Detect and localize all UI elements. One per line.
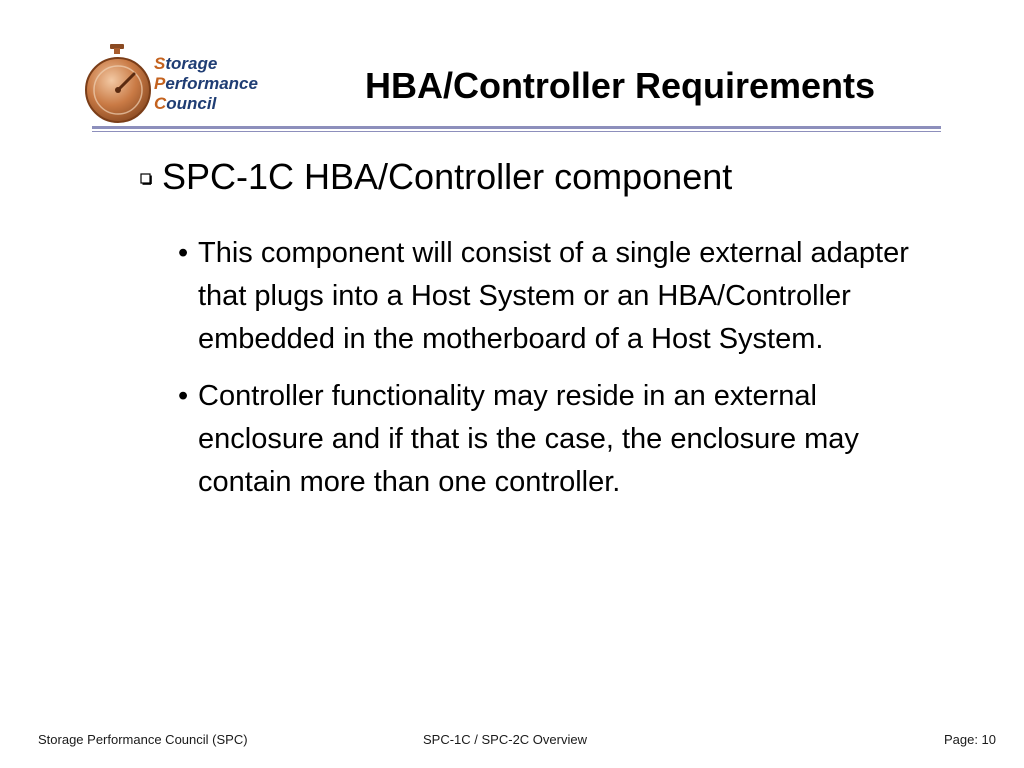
footer-presentation-title: SPC-1C / SPC-2C Overview xyxy=(423,732,587,747)
spc-logo xyxy=(84,40,264,128)
bullet-marker: • xyxy=(178,237,189,269)
logo-word-performance: Performance xyxy=(154,74,258,93)
bullet-item xyxy=(178,375,948,504)
stopwatch-icon xyxy=(84,40,154,128)
level1-item xyxy=(140,154,960,204)
level1-text: SPC-1C HBA/Controller component xyxy=(162,156,733,197)
title-rule-thick xyxy=(92,126,941,129)
bullet-text: This component will consist of a single external adapter that plugs into a Host System or an HBA/Controller embedded in the motherboard of a Host System. xyxy=(198,237,909,355)
bullet-list xyxy=(178,232,948,518)
logo-word-council: Council xyxy=(154,94,217,113)
bullet-text: Controller functionality may reside in an external enclosure and if that is the case, the enclosure may contain more than one controller. xyxy=(198,380,859,498)
footer-page-number: Page: 10 xyxy=(943,732,996,747)
bullet-marker: • xyxy=(178,380,189,412)
footer-organization: Storage Performance Council (SPC) xyxy=(38,732,248,747)
title-rule-thin xyxy=(92,131,941,132)
logo-word-storage: Storage xyxy=(154,54,218,73)
hollow-square-bullet-icon xyxy=(140,154,162,204)
bullet-item xyxy=(178,232,948,361)
slide-title: HBA/Controller Requirements xyxy=(364,65,876,106)
